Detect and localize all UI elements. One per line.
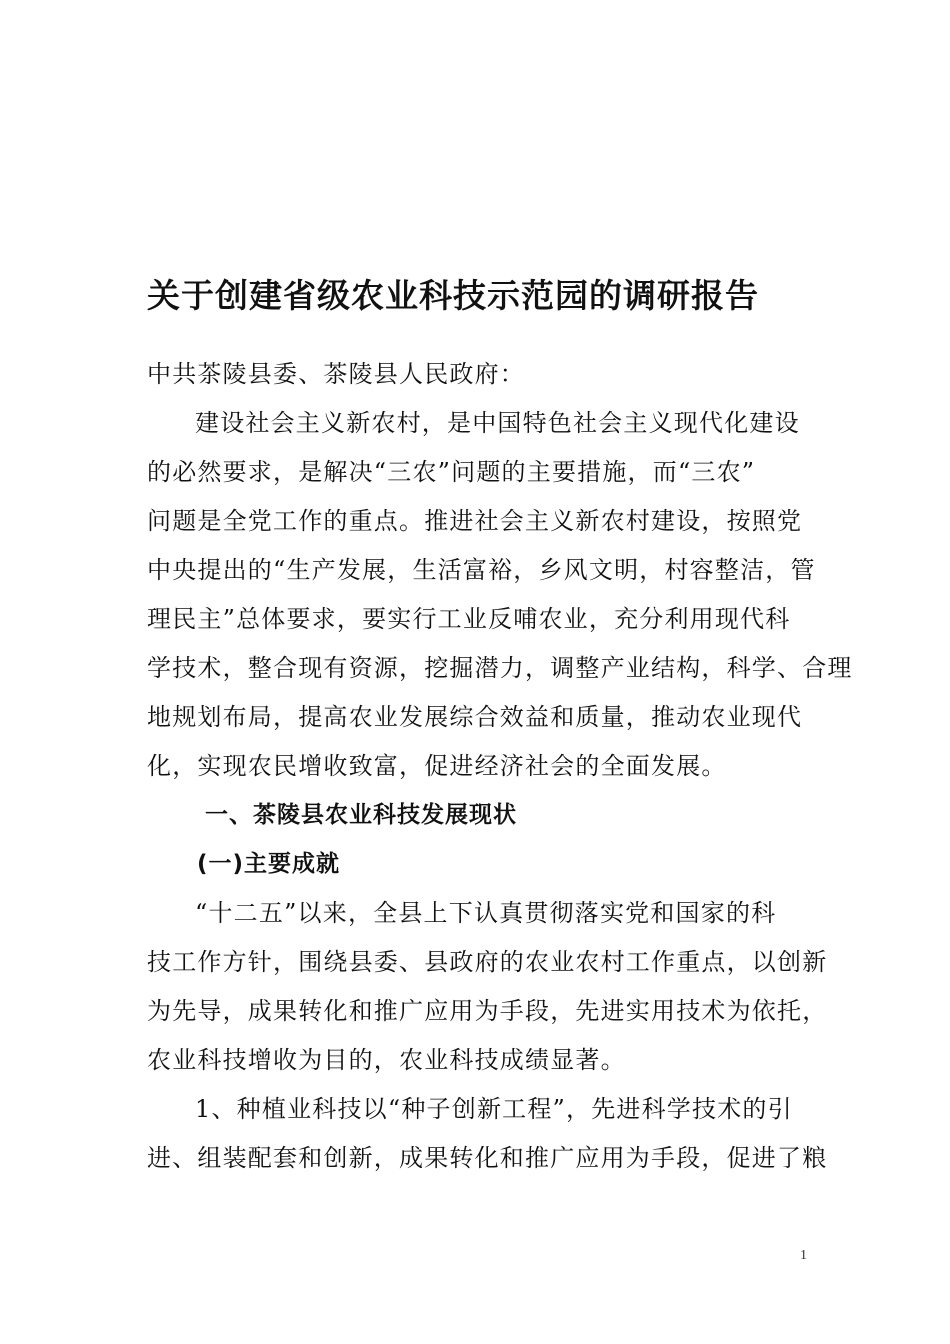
- paragraph-line: 地规划布局，提高农业发展综合效益和质量，推动农业现代: [147, 703, 803, 731]
- paragraph-line: 的必然要求，是解决“三农”问题的主要措施，而“三农”: [147, 458, 756, 486]
- item-paragraph: [147, 1085, 828, 1183]
- paragraph-line: 进、组装配套和创新，成果转化和推广应用为手段，促进了粮: [147, 1144, 828, 1172]
- paragraph-line: 1、种植业科技以“种子创新工程”，先进科学技术的引: [195, 1095, 793, 1123]
- salutation: 中共茶陵县委、茶陵县人民政府：: [147, 360, 525, 388]
- paragraph-line: 问题是全党工作的重点。推进社会主义新农村建设，按照党: [147, 507, 803, 535]
- paragraph-line: 为先导，成果转化和推广应用为手段，先进实用技术为依托，: [147, 997, 828, 1025]
- section-heading: 一、茶陵县农业科技发展现状: [205, 802, 517, 828]
- paragraph-line: 学技术，整合现有资源，挖掘潜力，调整产业结构，科学、合理: [147, 654, 853, 682]
- paragraph-line: 技工作方针，围绕县委、县政府的农业农村工作重点，以创新: [147, 948, 828, 976]
- document-body: [147, 272, 853, 1183]
- achievement-paragraph: [147, 889, 828, 1085]
- paragraph-line: 农业科技增收为目的，农业科技成绩显著。: [147, 1046, 626, 1074]
- intro-paragraph: [147, 399, 853, 791]
- document-title: 关于创建省级农业科技示范园的调研报告: [147, 276, 759, 315]
- page-number: 1: [800, 1248, 807, 1263]
- paragraph-line: 中央提出的“生产发展，生活富裕，乡风文明，村容整洁，管: [147, 556, 816, 584]
- subsection-heading: (一)主要成就: [197, 851, 341, 877]
- paragraph-line: “十二五”以来，全县上下认真贯彻落实党和国家的科: [195, 899, 777, 927]
- paragraph-line: 理民主”总体要求，要实行工业反哺农业，充分利用现代科: [147, 605, 791, 633]
- paragraph-line: 建设社会主义新农村，是中国特色社会主义现代化建设: [195, 409, 800, 437]
- paragraph-line: 化，实现农民增收致富，促进经济社会的全面发展。: [147, 752, 727, 780]
